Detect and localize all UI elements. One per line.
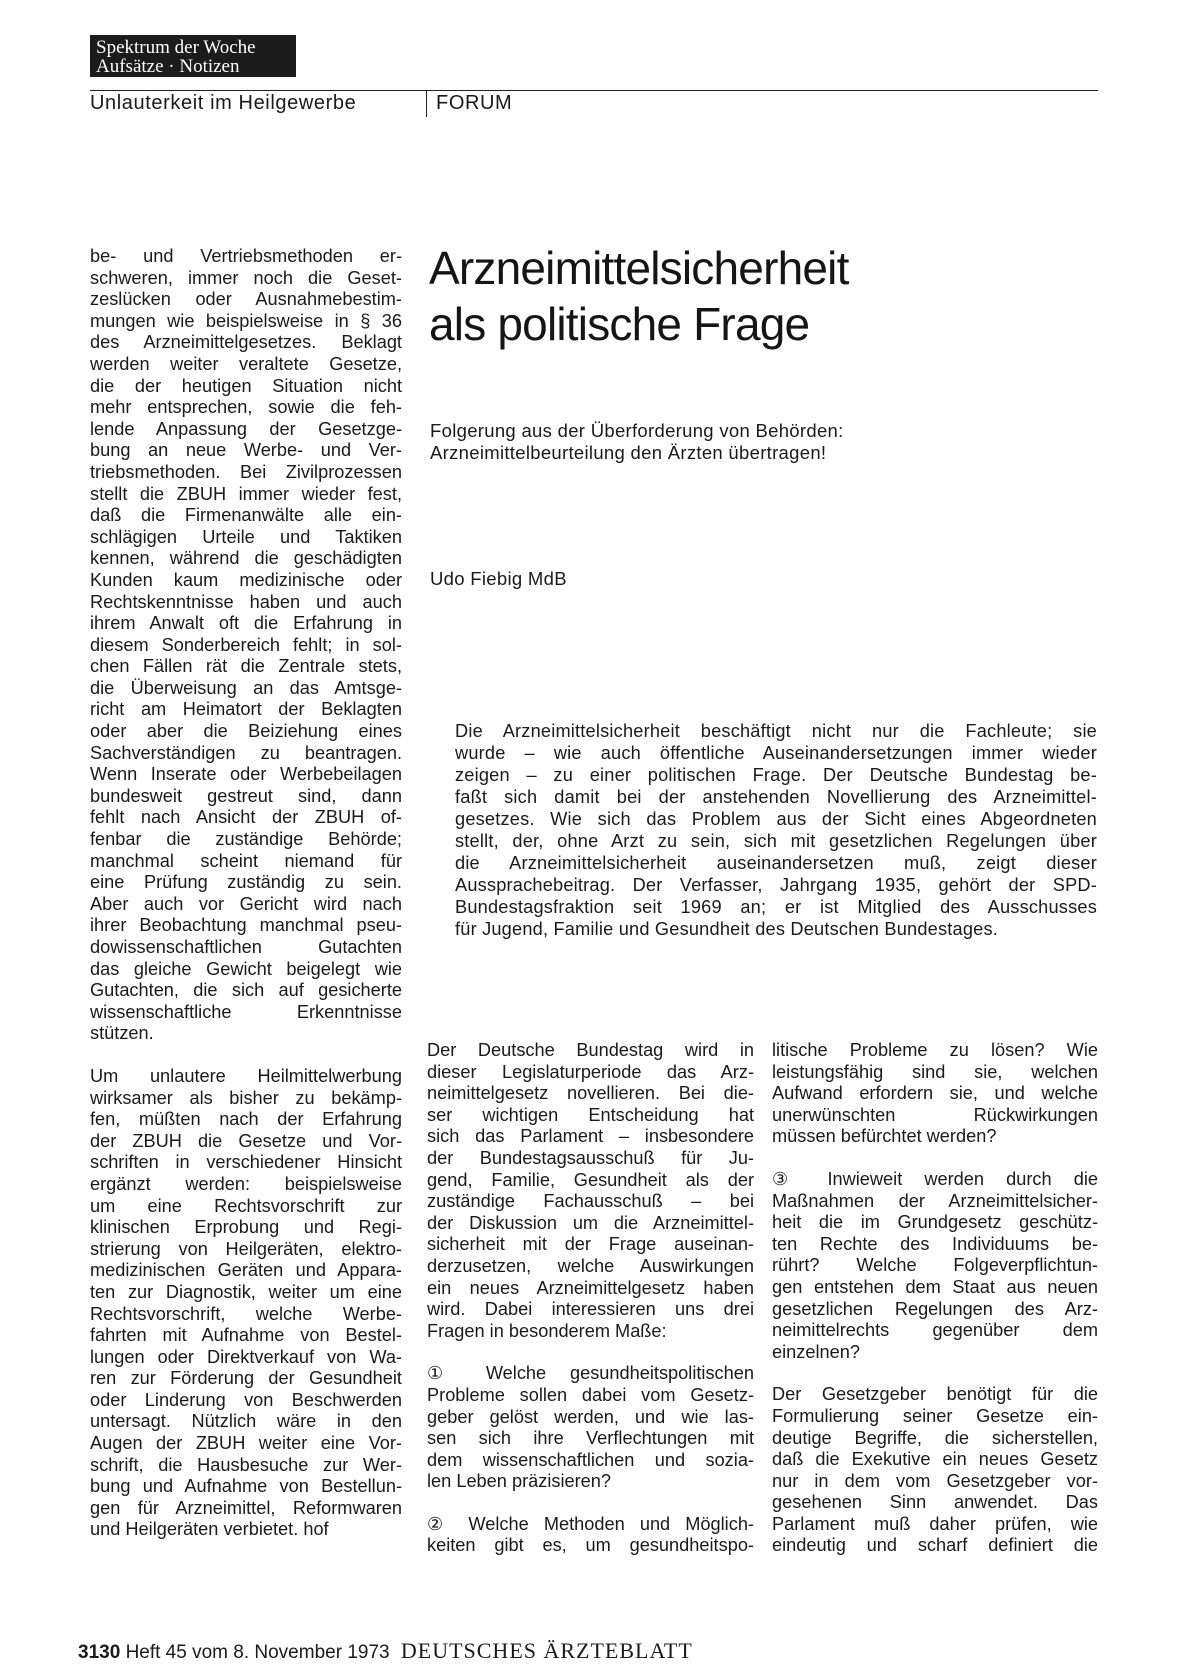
text-line: Rechtsvorschrift, welche Werbe-: [90, 1303, 402, 1324]
text-line: unerwünschten Rückwirkungen: [772, 1104, 1098, 1125]
text-line: neimittelgesetz novellieren. Bei die-: [427, 1083, 754, 1104]
text-line: ten Rechte des Individuums be-: [772, 1233, 1098, 1254]
text-line: Probleme sollen dabei vom Gesetz-: [427, 1384, 754, 1405]
text-line: chen Fällen rät die Zentrale stets,: [90, 656, 402, 677]
right-section-heading: FORUM: [436, 92, 513, 114]
header-rule: [90, 90, 1098, 91]
left-column: [90, 246, 402, 1562]
text-line: Augen der ZBUH weiter eine Vor-: [90, 1433, 402, 1454]
badge-line-2: Aufsätze · Notizen: [96, 56, 240, 77]
text-line: gen für Arzneimittel, Reformwaren: [90, 1497, 402, 1518]
text-line: der Diskussion um die Arzneimittel-: [427, 1212, 754, 1233]
text-line: müssen befürchtet werden?: [772, 1126, 997, 1147]
text-line: dem wissenschaftlichen und sozia-: [427, 1449, 754, 1470]
text-line: medizinischen Geräten und Appara-: [90, 1260, 402, 1281]
text-line: die Überweisung an das Amtsge-: [90, 677, 402, 698]
article-title: [429, 240, 849, 352]
article-subtitle: [430, 420, 844, 464]
text-line: Kunden kaum medizinische oder: [90, 569, 402, 590]
left-paragraph-1: [90, 246, 402, 1045]
page-number: 3130: [78, 1642, 121, 1663]
text-line: fenbar die zuständige Behörde;: [90, 829, 402, 850]
text-line: dowissenschaftlichen Gutachten: [90, 937, 402, 957]
text-line: das gleiche Gewicht beigelegt wie: [90, 958, 402, 979]
subtitle-line-2: Arzneimittelbeurteilung den Ärzten übertragen!: [430, 442, 827, 463]
text-line: ergänzt werden: beispielsweise: [90, 1173, 402, 1194]
text-line: triebsmethoden. Bei Zivilprozessen: [90, 461, 402, 482]
text-line: ③ Inwieweit werden durch die: [772, 1168, 1098, 1189]
text-line: deutige Begriffe, die sicherstellen,: [772, 1427, 1098, 1448]
article-lead: [455, 720, 1097, 940]
text-line: eine Prüfung zuständig zu sein.: [90, 872, 402, 893]
text-line: wurde – wie auch öffentliche Auseinandersetzungen immer wieder: [455, 743, 1097, 763]
text-line: Formulierung seiner Gesetze ein-: [772, 1405, 1098, 1426]
text-line: für Jugend, Familie und Gesundheit des Deutschen Bundestages.: [455, 919, 999, 939]
text-line: Aufwand erfordern sie, und welche: [772, 1083, 1098, 1104]
text-line: schriften in verschiedener Hinsicht: [90, 1152, 402, 1173]
right-column: [772, 1040, 1098, 1578]
text-line: Wenn Inserate oder Werbebeilagen: [90, 764, 402, 785]
middle-paragraph-3: [427, 1514, 754, 1557]
text-line: gend, Familie, Gesundheit als der: [427, 1169, 754, 1190]
text-line: derzusetzen, welche Auswirkungen: [427, 1255, 754, 1276]
text-line: sen sich ihre Verflechtungen mit: [427, 1428, 754, 1449]
text-line: strierung von Heilgeräten, elektro-: [90, 1238, 402, 1259]
title-line-2: als politische Frage: [429, 298, 810, 350]
text-line: ihrer Beobachtung manchmal pseu-: [90, 915, 402, 936]
text-line: oder aber die Beiziehung eines: [90, 721, 402, 742]
text-line: fahrten mit Aufnahme von Bestel-: [90, 1325, 402, 1346]
text-line: ① Welche gesundheitspolitischen: [427, 1363, 754, 1384]
text-line: sich das Parlament – insbesondere: [427, 1126, 754, 1147]
header-divider: [426, 90, 427, 117]
text-line: die der heutigen Situation nicht: [90, 375, 402, 396]
middle-column: [427, 1040, 754, 1578]
text-line: ser wichtigen Entscheidung hat: [427, 1104, 754, 1125]
issue-info: Heft 45 vom 8. November 1973: [125, 1642, 390, 1663]
text-line: Rechtskenntnisse haben und auch: [90, 591, 402, 612]
text-line: die Arzneimittelsicherheit auseinandersetzen muß, zeigt dieser: [455, 853, 1097, 873]
text-line: diesem Sonderbereich fehlt; in sol-: [90, 634, 402, 655]
section-badge: [90, 35, 296, 77]
text-line: fehlt nach Ansicht der ZBUH of-: [90, 807, 402, 828]
text-line: stellt, der, ohne Arzt zu sein, sich mit gesetzlichen Regelungen über: [455, 831, 1097, 851]
text-line: schweren, immer noch die Geset-: [90, 267, 402, 288]
text-line: Gutachten, die sich auf gesicherte: [90, 980, 402, 1001]
text-line: faßt sich damit bei der anstehenden Novellierung des Arzneimittel-: [455, 787, 1097, 807]
article-author: Udo Fiebig MdB: [430, 568, 567, 589]
text-line: richt am Heimatort der Beklagten: [90, 699, 402, 720]
text-line: manchmal scheint niemand für: [90, 850, 402, 871]
text-line: gen entstehen dem Staat aus neuen: [772, 1276, 1098, 1297]
text-line: dieser Legislaturperiode das Arz-: [427, 1061, 754, 1082]
text-line: einzelnen?: [772, 1341, 860, 1362]
text-line: klinischen Erprobung und Regi-: [90, 1217, 402, 1238]
left-paragraph-2: [90, 1066, 402, 1541]
text-line: eindeutig und scharf definiert die: [772, 1535, 1098, 1556]
text-line: Aussprachebeitrag. Der Verfasser, Jahrgang 1935, gehört der SPD-: [455, 875, 1097, 895]
text-line: Sachverständigen zu beantragen.: [90, 742, 402, 763]
text-line: um eine Rechtsvorschrift zur: [90, 1195, 402, 1216]
text-line: ten zur Diagnostik, weiter um eine: [90, 1281, 402, 1302]
text-line: mehr entsprechen, sowie die feh-: [90, 397, 402, 418]
text-line: litische Probleme zu lösen? Wie: [772, 1040, 1098, 1060]
text-line: stützen.: [90, 1023, 154, 1044]
text-line: ② Welche Methoden und Möglich-: [427, 1513, 754, 1534]
text-line: heit die im Grundgesetz geschütz-: [772, 1212, 1098, 1233]
text-line: leistungsfähig sind sie, welchen: [772, 1061, 1098, 1082]
text-line: sicherheit mit der Frage auseinan-: [427, 1234, 754, 1255]
right-paragraph-1: [772, 1040, 1098, 1148]
text-line: stellt die ZBUH immer wieder fest,: [90, 483, 402, 504]
text-line: untersagt. Nützlich wäre in den: [90, 1411, 402, 1432]
text-line: gesehenen Sinn anwendet. Das: [772, 1492, 1098, 1513]
page-footer: [78, 1638, 693, 1664]
text-line: zuständige Fachausschuß – bei: [427, 1191, 754, 1212]
middle-paragraph-2: [427, 1363, 754, 1493]
text-line: be- und Vertriebsmethoden er-: [90, 246, 402, 266]
text-line: daß die Exekutive ein neues Gesetz: [772, 1449, 1098, 1470]
text-line: gesetzlichen Regelungen des Arz-: [772, 1298, 1098, 1319]
text-line: wissenschaftliche Erkenntnisse: [90, 1001, 402, 1022]
text-line: zeslücken oder Ausnahmebestim-: [90, 289, 402, 310]
text-line: und Heilgeräten verbietet. hof: [90, 1519, 329, 1540]
text-line: fen, müßten nach der Erfahrung: [90, 1109, 402, 1130]
text-line: kennen, während die geschädigten: [90, 548, 402, 569]
text-line: Aber auch vor Gericht wird nach: [90, 893, 402, 914]
text-line: mungen wie beispielsweise in § 36: [90, 310, 402, 331]
journal-name: DEUTSCHES ÄRZTEBLATT: [400, 1638, 693, 1663]
text-line: geber gelöst werden, und wie las-: [427, 1406, 754, 1427]
text-line: rührt? Welche Folgeverpflichtun-: [772, 1255, 1098, 1276]
text-line: schlägigen Urteile und Taktiken: [90, 526, 402, 547]
text-line: bung an neue Werbe- und Ver-: [90, 440, 402, 461]
text-line: ren zur Förderung der Gesundheit: [90, 1368, 402, 1389]
text-line: werden weiter veraltete Gesetze,: [90, 353, 402, 374]
badge-line-1: Spektrum der Woche: [96, 37, 256, 58]
text-line: Der Gesetzgeber benötigt für die: [772, 1384, 1098, 1405]
text-line: schrift, die Hausbesuche zur Wer-: [90, 1454, 402, 1475]
title-line-1: Arzneimittelsicherheit: [429, 242, 849, 294]
text-line: Maßnahmen der Arzneimittelsicher-: [772, 1190, 1098, 1211]
text-line: lungen oder Direktverkauf von Wa-: [90, 1346, 402, 1367]
text-line: oder Linderung von Beschwerden: [90, 1389, 402, 1410]
text-line: len Leben präzisieren?: [427, 1471, 612, 1492]
right-paragraph-3: [772, 1384, 1098, 1557]
text-line: daß die Firmenanwälte alle ein-: [90, 505, 402, 526]
middle-paragraph-1: [427, 1040, 754, 1342]
text-line: des Arzneimittelgesetzes. Beklagt: [90, 332, 402, 353]
text-line: neimittelrechts gegenüber dem: [772, 1320, 1098, 1341]
text-line: gesetzes. Wie sich das Problem aus der Sicht eines Abgeordneten: [455, 809, 1097, 829]
text-line: der Bundestagsausschuß für Ju-: [427, 1147, 754, 1168]
text-line: Um unlautere Heilmittelwerbung: [90, 1065, 402, 1086]
text-line: lende Anpassung der Gesetzge-: [90, 418, 402, 439]
text-line: zeigen – zu einer politischen Frage. Der Deutsche Bundestag be-: [455, 765, 1097, 785]
text-line: Der Deutsche Bundestag wird in: [427, 1040, 754, 1060]
text-line: bung und Aufnahme von Bestellun-: [90, 1476, 402, 1497]
text-line: wirksamer als bisher zu bekämp-: [90, 1087, 402, 1108]
text-line: Fragen in besonderem Maße:: [427, 1320, 667, 1341]
text-line: ein neues Arzneimittelgesetz haben: [427, 1277, 754, 1298]
subtitle-line-1: Folgerung aus der Überforderung von Behörden:: [430, 420, 844, 441]
left-section-heading: Unlauterkeit im Heilgewerbe: [90, 92, 357, 114]
text-line: Parlament muß daher prüfen, wie: [772, 1513, 1098, 1534]
text-line: Die Arzneimittelsicherheit beschäftigt nicht nur die Fachleute; sie: [455, 721, 1097, 741]
right-paragraph-2: [772, 1169, 1098, 1363]
text-line: keiten gibt es, um gesundheitspo-: [427, 1535, 754, 1556]
text-line: der ZBUH die Gesetze und Vor-: [90, 1130, 402, 1151]
text-line: wird. Dabei interessieren uns drei: [427, 1299, 754, 1320]
text-line: ihrem Anwalt oft die Erfahrung in: [90, 613, 402, 634]
text-line: bundesweit gestreut sind, dann: [90, 785, 402, 806]
text-line: Bundestagsfraktion seit 1969 an; er ist Mitglied des Ausschusses: [455, 897, 1097, 917]
text-line: nur in dem vom Gesetzgeber vor-: [772, 1470, 1098, 1491]
